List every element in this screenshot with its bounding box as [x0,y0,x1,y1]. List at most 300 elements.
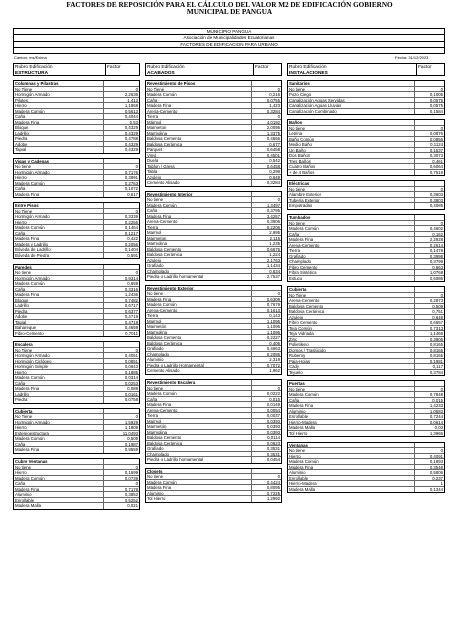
item-factor: 2,2636 [103,92,139,97]
item-name: Fibro Cemento [289,320,318,325]
item-name: No Tiene [15,347,33,353]
item-factor: 0 [414,221,444,226]
item-factor: 0,03 [414,425,444,430]
item-factor: 0 [251,291,281,296]
item-name: Tubería Exterior [289,197,320,203]
item-name: Vinyl [147,152,157,157]
item-factor: 0,6657 [414,320,444,325]
section-title: Entre Pisos [15,203,39,208]
item-factor: 0,7519 [414,170,444,176]
item-factor: 0,4788 [103,136,139,141]
item-factor: 0 [103,270,139,275]
table-row [146,496,281,502]
section-title-value-cell [414,120,444,125]
item-factor: 0,0161 [103,392,139,397]
item-name: Baldosa Cemento [147,136,182,141]
item-name: Baldosa Cerámica [147,252,183,257]
item-factor: 0,4329 [103,147,139,153]
item-factor: 0 [251,87,281,92]
item-name: Hierro [15,103,27,108]
item-name: Bóveda de Piedra [15,252,50,258]
section-title-value-cell [251,192,281,197]
item-name: Tierra [147,114,159,119]
item-name: Madera Fina [15,191,40,197]
item-name: Madera Común [289,226,319,231]
item-name: Madera Común [15,180,45,186]
item-factor: 0,422 [103,236,139,241]
section-title-value-cell [251,380,281,385]
item-name: Madera Común [289,392,319,397]
item-factor: 0,1893 [414,459,444,464]
item-name: Hierro [15,219,27,225]
item-name: Madera Fina [15,236,40,241]
item-factor: 0,4602 [414,226,444,231]
item-factor: 0 [103,87,139,92]
item-factor: 0 [414,448,444,453]
item-factor: 0,461 [414,159,444,164]
item-name: No tiene [147,385,164,391]
item-name: Marmolina [147,241,168,246]
item-name: Tres Baños [289,158,311,164]
item-name: Baldosa Cerámica [289,309,325,314]
item-name: Madera Fina [289,464,314,470]
item-factor: 0,162 [414,232,444,237]
item-name: No tiene [147,197,164,202]
item-factor: 0,8165 [414,353,444,358]
item-factor: 0,0393 [251,430,281,435]
item-name: Canalización Combinado [289,108,337,114]
column-header-label: Rubro Edificación [147,65,185,70]
item-factor: 0,0956 [414,137,444,142]
item-name: No Tiene [15,86,33,91]
section-title: Cubre Ventanas [15,459,48,464]
item-factor: 1,2992 [251,496,281,502]
item-name: Madera Fina [15,486,40,492]
item-factor: 2,995 [251,230,281,235]
item-factor: 0,5613 [103,109,139,114]
item-factor: 0,0755 [251,98,281,103]
item-name: Marmol [147,230,162,235]
item-factor: 0,1537 [414,148,444,153]
item-factor: 0,0739 [103,476,139,481]
factor-section [287,214,445,282]
factor-section [13,341,140,404]
item-factor: 0 [414,126,444,131]
item-name: Hierro-Madera [289,419,317,425]
item-factor: 0,4659 [103,325,139,330]
item-name: Marmetón [147,424,167,429]
item-name: No tiene [15,164,32,169]
item-name: Caña [15,286,26,292]
item-factor: 2,319 [251,357,281,362]
item-name: No tiene [147,291,164,296]
item-factor: 0,4329 [103,131,139,136]
item-factor: 0 [251,197,281,202]
item-factor: 0,0614 [414,420,444,425]
item-factor: 0,3284 [251,109,281,114]
item-name: Caña [15,114,26,119]
item-factor: 0,0222 [251,391,281,396]
item-name: Letrina [289,131,303,136]
item-factor: 0,3603 [414,192,444,197]
item-name: Arena-Cemento [289,242,320,248]
item-factor: 0,7178 [103,487,139,492]
item-factor: 0 [103,164,139,169]
section-title: Cubierta [289,287,307,292]
item-name: Tol Hierro [289,430,308,436]
item-factor: 0,3284 [251,180,281,186]
item-factor: 0,3998 [414,254,444,259]
item-name: Bahareque [15,325,37,330]
item-factor: 0,649 [414,315,444,320]
item-name: Champlado [147,451,169,457]
factor-section [145,285,282,375]
table-row [288,487,444,493]
item-name: Canalización Aguas Servidas [289,97,345,102]
item-name: No tiene [289,220,306,226]
column-header-factor: Factor [418,65,432,70]
item-factor: 0,0037 [251,413,281,418]
table-row [14,192,139,198]
item-factor: 0,1005 [414,92,444,97]
item-factor: 1 [414,481,444,486]
item-factor: 0 [103,209,139,214]
section-title: Baños [289,120,303,125]
item-name: Marmeton [147,125,167,130]
item-name: Madera Común [289,459,319,464]
item-factor: 0,3803 [414,198,444,203]
item-name: Madera Común [15,225,45,230]
section-title: Columnas y Pilastras [15,81,59,86]
item-name: Madera Común [15,281,45,286]
item-factor: 0 [251,114,281,119]
section-title-value-cell [103,342,139,347]
item-factor: 1,0583 [414,409,444,414]
table-row [288,431,444,437]
item-name: Marmol [147,418,162,424]
header-factors-title: FACTORES DE EDIFICACION PARA URBANO [14,42,444,48]
item-factor: 0,4329 [103,125,139,130]
item-name: Adobe [15,314,28,319]
table-row [14,397,139,403]
item-name: Madera Fina [15,292,40,297]
item-factor: 0,2256 [103,220,139,225]
item-name: Marmeton [147,235,167,241]
item-name: Hormigón Ciclópeo [15,358,52,364]
column-header-label: Rubro Edificación [289,65,327,70]
item-factor: 0,542 [251,158,281,163]
section-title-value-cell [414,181,444,186]
column-header [145,63,282,76]
column-instalaciones [287,63,445,497]
item-name: Baldosa Cerámica [147,440,183,446]
section-title: Cubierta [15,408,33,414]
item-name: Caña [15,380,26,386]
item-factor: 0,0114 [251,435,281,440]
item-name: Champlado [147,268,169,274]
item-name: Aluminio [147,490,164,496]
item-factor: 0,0314 [103,375,139,380]
item-name: Marmolina [147,329,168,335]
item-name: Tol Hierro [147,496,166,502]
item-name: Empotradas [289,203,313,209]
item-factor: 0,215 [251,92,281,97]
item-factor: 0,4085 [414,203,444,209]
column-header-label: Rubro Edificación [15,65,53,70]
item-factor: 0,7848 [414,392,444,397]
item-factor: 11,0493 [103,431,139,436]
section-title: Revestimiento de Pisos [147,81,196,86]
table-row [146,368,281,374]
item-name: Aluminio [147,357,164,362]
factor-section [287,442,445,494]
item-name: Grafiado [147,346,164,351]
item-factor: 1,413 [103,98,139,103]
table-row [288,276,444,282]
item-factor: 1,3966 [414,431,444,437]
item-factor: 0 [251,386,281,391]
item-name: Dos Baños [289,153,311,158]
item-factor: 0,3073 [414,153,444,158]
table-row [146,180,281,186]
table-row [288,109,444,115]
item-factor: 0,021 [103,503,139,509]
item-factor: 0 [103,465,139,470]
item-name: Madera y Ladrillo [15,241,48,247]
column-header-category: ESTRUCTURA [15,70,49,76]
section-title: Eléctricas [289,181,310,186]
item-name: Madera Común [147,302,177,307]
item-name: Madera Fina [147,213,172,219]
item-name: Teja Común [289,325,312,331]
item-name: Estuco [289,275,303,281]
table-row [14,253,139,259]
item-name: Caña [15,186,26,191]
item-name: No tiene [147,474,164,479]
item-factor: 1,224 [251,252,281,257]
item-name: Madera Fina [15,119,40,124]
item-name: Medio Baño [289,142,312,147]
item-factor: 0,3339 [103,214,139,219]
item-factor: 0,4566 [251,136,281,141]
factor-section [13,202,140,259]
item-factor: 0 [103,348,139,353]
item-name: Enrollable [289,475,309,481]
item-factor: 0,015 [251,397,281,402]
item-name: Madera Común [15,436,45,441]
item-name: No tiene [15,464,32,470]
item-name: Cady [289,364,300,369]
item-name: Madera Común [15,475,45,481]
item-factor: 0,1584 [414,109,444,115]
item-name: Hierro [289,453,301,459]
item-factor: 0,0054 [251,408,281,413]
item-factor: 0,634 [251,269,281,274]
item-factor: 0,3906 [251,219,281,224]
item-factor: 0,7225 [251,491,281,496]
item-factor: 0,1344 [414,487,444,493]
item-name: + de 4 Baños [289,169,315,175]
item-name: Hormigón Armado [15,275,50,281]
item-factor: 0,4719 [103,314,139,319]
item-factor: 0,3531 [251,446,281,451]
section-title-value-cell [103,159,139,164]
factor-section [145,80,282,187]
item-factor: 0,3906 [414,337,444,342]
item-name: Enrollable [289,414,309,419]
item-name: No Tiene [15,208,33,214]
item-factor: 0,7072 [251,363,281,368]
item-factor: 0,237 [414,476,444,481]
item-factor: 0,6086 [414,276,444,282]
item-factor: 0,3852 [103,492,139,497]
item-factor: 0,0393 [251,419,281,424]
item-factor: 0,1478 [414,248,444,253]
item-factor: 0 [414,387,444,392]
item-factor: 0 [103,481,139,486]
item-name: Madera Malla [15,503,42,509]
item-factor: 0,4044 [103,114,139,119]
column-header-divider [105,64,106,75]
factor-section [287,80,445,115]
item-name: No tiene [289,386,306,392]
section-title-value-cell [103,459,139,464]
item-name: Baldosa Cemento [147,246,182,252]
item-factor: 1,4233 [414,403,444,408]
item-factor: 0,143 [251,313,281,318]
item-name: Piedra o Ladrillo hornamental [147,457,204,463]
item-name: Piedra [15,397,28,403]
item-name: Paja-Hojas [289,358,311,364]
item-factor: 0 [414,293,444,298]
item-name: Marmetón [147,324,167,329]
item-name: Hormigón Simple [15,364,48,369]
item-factor: 0,1404 [103,247,139,252]
item-name: Hierro [15,175,27,180]
item-factor: 2,115 [251,236,281,241]
item-name: Polietileno [289,342,309,347]
factor-section [13,408,140,454]
item-factor: 0,751 [414,309,444,314]
item-factor: 0,1613 [251,308,281,313]
item-name: Caña [289,397,300,403]
item-factor: 0,8165 [414,348,444,353]
item-factor: 0,0851 [103,359,139,364]
item-factor: 1,1868 [103,103,139,108]
item-name: Champlado [147,351,169,357]
item-name: Cuatro Baños [289,164,316,169]
item-name: Baño Común [289,136,315,142]
item-factor: 0,7176 [103,170,139,175]
item-name: Grafiado [147,263,164,268]
item-factor: 0,7313 [414,326,444,331]
item-factor: 0,6458 [251,147,281,152]
item-name: Bloque [15,297,29,303]
column-header [287,63,445,76]
document-title-line1: FACTORES DE REPOSICIÓN PARA EL CÁLCULO DEL VALOR M2 DE EDIFICACIÓN GOBIERNO [66,1,393,9]
item-name: Madera Fina [147,402,172,407]
section-title: Closets [147,468,163,474]
item-name: Marmolina [147,130,168,135]
item-name: Arena-Cemento [147,307,178,313]
item-name: Hierro [15,425,27,430]
item-factor: 0,4424 [251,480,281,485]
section-title-value-cell [414,287,444,292]
item-factor: 1,962 [251,368,281,374]
item-factor: 0,7482 [103,298,139,303]
section-title: Sanitarios [289,81,310,86]
item-name: Pozo Ciego [289,92,312,97]
item-name: Caña [15,481,26,486]
item-name: Bloque [15,125,29,130]
item-name: Madera Fina [147,296,172,302]
item-factor: 0,8095 [251,485,281,490]
canton-label: Canton: ms/Exima [14,55,47,60]
item-factor: 0 [414,187,444,192]
document-title-line2: MUNICIPAL DE PANGUA [186,8,273,16]
item-name: Cemento Alisado [147,368,180,374]
item-factor: 0,298 [251,169,281,174]
section-title: Revestimiento Interior [147,191,193,197]
item-name: Azulejo [147,174,162,179]
item-name: Ladrillo [15,130,29,135]
factor-section [145,468,282,503]
item-name: Madera Fina [15,386,40,391]
item-name: No Tiene [15,414,33,419]
item-name: Arena-Cemento [147,108,178,113]
item-name: Madera Común [147,479,177,485]
section-title-value-cell [251,81,281,86]
table-row [14,331,139,337]
factor-section [13,458,140,510]
item-factor: 1,1095 [251,324,281,329]
item-name: Piedra o Ladrillo Hornamental [147,362,204,368]
item-factor: 0,617 [103,192,139,198]
item-factor: 0,4091 [414,454,444,459]
section-title-value-cell [251,286,281,291]
item-factor: 1,1095 [251,319,281,324]
item-name: Tierra [147,313,159,318]
item-factor: 0,4663 [251,346,281,351]
item-factor: 1,423 [251,103,281,108]
column-header-category: INSTALACIONES [289,70,328,76]
item-name: Madera Fina [289,403,314,408]
item-name: Mármol [147,119,162,124]
column-header-factor: Factor [107,65,121,70]
factor-section [287,380,445,437]
item-factor: 0,2763 [103,181,139,186]
item-name: Marmol [147,318,162,324]
item-factor: 0,7679 [251,302,281,307]
item-factor: 0,9314 [103,276,139,281]
item-factor: 0,659 [103,281,139,286]
item-factor: 0,3548 [414,465,444,470]
table-row [14,147,139,153]
item-name: Aluminio [15,492,32,497]
item-name: Champlado [289,259,311,264]
factor-section [287,286,445,376]
header-blank-row [14,48,444,54]
item-name: No tiene [289,86,306,91]
item-factor: 0,53 [103,120,139,125]
header-municipality: MUNICIPIO PANGUA [14,29,444,35]
section-title: Puertas [289,381,305,386]
item-name: Caña [289,231,300,237]
item-name: Ladrillo [15,303,29,308]
item-name: Ruberoy [289,353,306,358]
item-name: Marmolina [147,429,168,435]
item-factor: 0,3991 [103,175,139,180]
